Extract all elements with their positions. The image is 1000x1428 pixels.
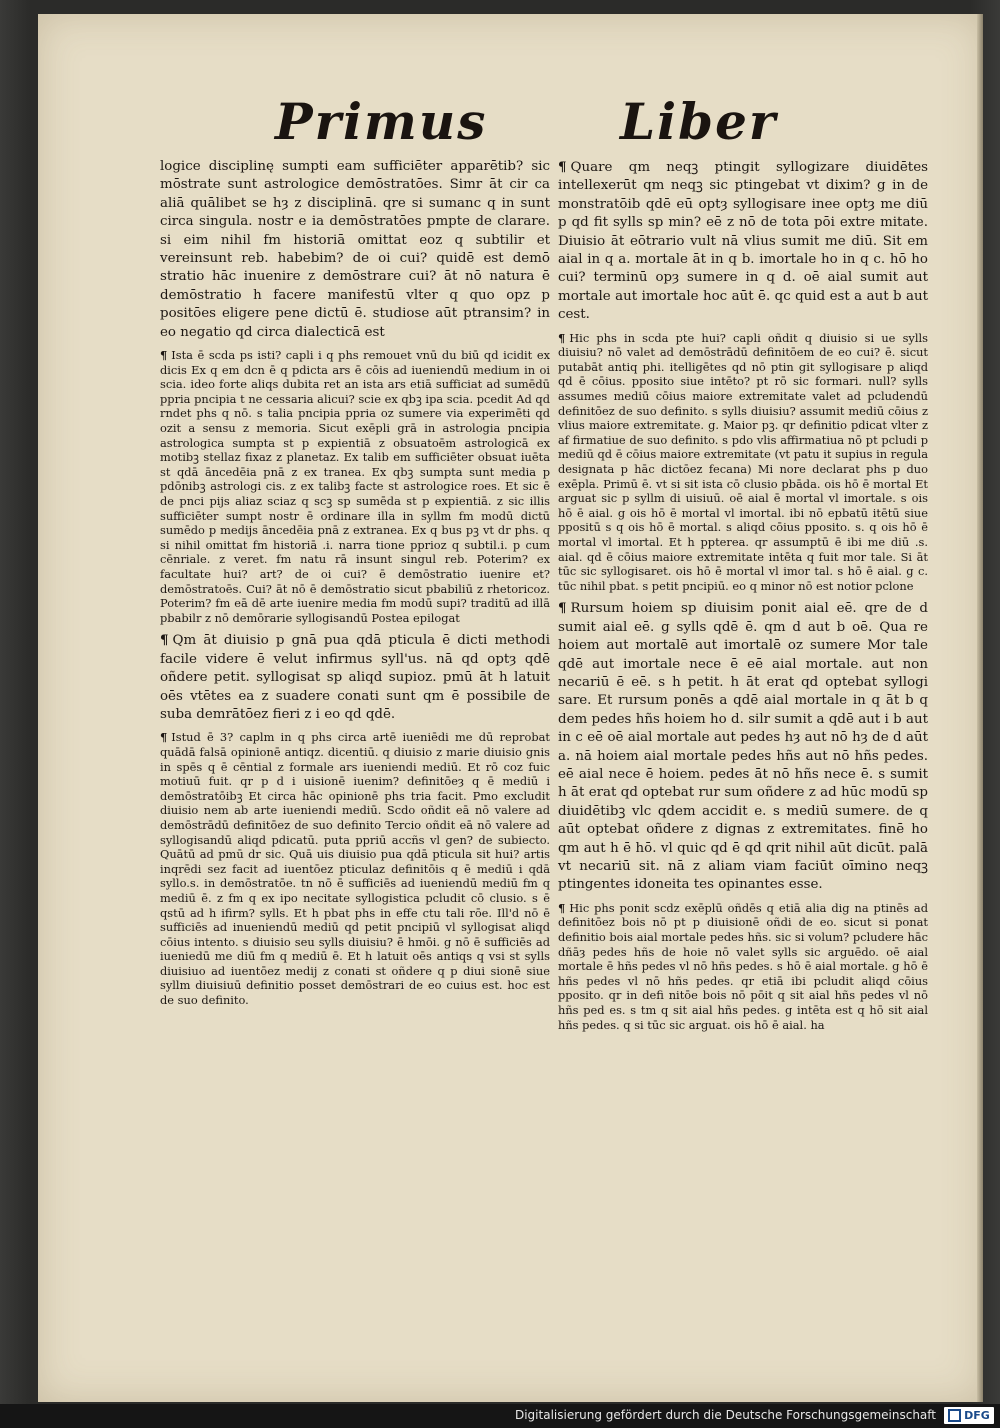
footer-bar [0,1404,1000,1428]
paragraph-text: Quare qm neqꝫ ptingit syllogizare diuidētes intellexerūt qm neqꝫ sic ptingebat vt dixim? g in de monstratōib qdē eū optȝ syllogisare inee optȝ me diū p qd fit sylls sp min? eē z nō de tota pōi extre mitate. Diuisio āt eōtrario vult nā vlius sumit me diū. Sit em aial in q a. mortale āt in q b. imortale ho in q c. hō ho cui? terminū opȝ sumere in q d. oē aial sumit aut mortale aut imortale hoc aūt ē. qc quid est a aut b aut cest. [558,160,928,323]
paragraph [558,599,928,895]
page-edge [977,14,983,1402]
pilcrow-icon: ¶ [558,600,567,617]
paragraph-text: Hic phs in scda pte hui? capli oñdit q diuisio si ue sylls diuisiu? nō valet ad demōstrādū definitōem de eo cui? ē. sicut putabāt antiq phi. itelligētes qd nō ptin git syllogisare p aliqd qd ē cōius. pposito siue intēto? pt rō sic formari. null? sylls assumes mediū cōius maiore extremitate valet ad pcludendū definitōez de suo definito. s sylls diuisiu? assumit mediū cōius z vlius maiore extremitate. g. Maior pꝫ. qr definitio pdicat vlter z af firmatiue de suo definito. s pdo vlis affirmatiua nō pt pcludi p mediū qd ē cōius maiore extremitate (vt patu it supius in regula designata p hāc dictōez fecana) Mi nore declarat phs p duo exēpla. Primū ē. vt si sit ista cō clusio pbāda. ois hō ē mortal Et arguat sic p syllm di uisiuū. oē aial ē mortal vl imortale. s ois hō ē aial. g ois hō ē mortal vl imortal. ibi nō epbatū itētū siue ppositū s q ois hō ē mortal. s aliqd cōius pposito. s. q ois hō ē mortal vl imortal. Et h ppterea. qr assumptū ē ibi me diū .s. aial. qd ē cōius maiore extremitate intēta q fuit mor tale. Si āt tūc sic syllogisaret. ois hō ē mortal vl imor tal. s hō ē aial. g c. tūc nihil pbat. s petit pncipiū. eo q minor nō est notior pclone [558,330,928,593]
pilcrow-icon: ¶ [558,330,566,345]
paragraph-text: Ista ē scda ps isti? capli i q phs remouet vnū du biū qd icidit ex dicis Ex q em dcn ē q pdicta ars ē cōis ad iueniendū medium in oi scia. ideo forte aliqs dubita ret an ista ars etiā sufficiat ad sumēdū ppria pncipia t ne cessaria alicui? scie ex qbꝫ ipa scia. pcedit Ad qd rndet phs q nō. s talia pncipia ppria oz sumere via experimēti qd ozit a sensu z memoria. Sicut exēpli grā in astrologia pncipia astrologica sumpta st p expientiā z obsuatoēm astrologicā ex motibꝫ stellaz fixaz z planetaz. Ex talib em sufficiēter obsuat iuēta st qdā āncedēia pnā z ex tranea. Ex qbꝫ sumpta sunt media p pdōnibꝫ astrologi cis. z ex talibꝫ facte st astrologice roes. Et sic ē de pnci pijs aliaz sciaz q scꝫ sp sumēda st p expientiā. z sic illis sufficiēter sumpt nostr ē ordinare illa in syllm fm modū dictū sumēdo p medijs āncedēia pnā z extranea. Ex q bus pꝫ vt dr phs. q si nihil omittat fm historiā .i. narra tione pprioz q subtil.i. p cum cēnriale. z veret. fm natu rā insunt singul reb. Poterim? ex facultate hui? art? de oi cui? ē demōstratio iuenire et? demōstratoēs. Cui? āt nō ē demōstratio sicut pbabiliū z rhetoricoz. Poterim? fm eā dē arte iuenire media fm modū supi? traditū ad illā pbabilr z nō demōrarie syllogisandū Postea epilogat [160,348,550,625]
pilcrow-icon: ¶ [160,730,168,745]
pilcrow-icon: ¶ [558,159,567,175]
paragraph-text: Rursum hoiem sp diuisim ponit aial eē. qre de d sumit aial eē. g sylls qdē ē. qm d aut b oē. Qua re hoiem aut mortalē aut imortalē oz sumere Mor tale qdē aut imortale nece ē eē aial mortale. aut non necariū ē eē. s h petit. h āt erat qd optebat syllogi sare. Et rursum ponēs a qdē aial mortale in q āt b q dem pedes hñs hoiem ho d. silr sumit a qdē aut i b aut in c eē oē aial mortale aut pedes hȝ aut nō hȝ de d aūt a. nā hoiem aial mortale pedes hñs aut nō hñs pedes. eē aial nece ē hoiem. pedes āt nō hñs nece ē. s sumit h āt erat qd optebat rur sum oñdere z ad hūc modū sp diuidētibꝫ vlc qdem accidit e. s mediū sumere. de q aūt optebat oñdere z dignas z extremitates. finē ho qm aut h ē hō. vl quic qd ē qd qrit nihil aūt dicūt. palā vt necariū sit. nā z aliam viam faciūt oīmino neqꝫ ptingentes idoneita tes opinantes esse. [558,601,928,893]
paragraph [558,158,928,325]
paragraph [558,331,928,594]
paragraph [558,901,928,1032]
text-column-right [558,158,928,1038]
text-column-left [160,158,550,1014]
running-head-right: Liber [620,92,778,151]
paragraph [160,158,550,342]
pilcrow-icon: ¶ [558,900,566,915]
running-head-left: Primus [275,92,488,151]
paragraph-text: logice disciplinę sumpti eam sufficiēter apparētib? sic mōstrate sunt astrologice demōstratōes. Simr āt cir ca aliā quālibet se hȝ z disciplinā. qre si sumanc q in sunt circa singula. nostr e ia demōstratōes pmpte de clarare. si eim nihil fm historiā omittat eoz q subtilir et vereinsunt reb. habebim? de oi cui? quidē est demō stratio hāc inuenire z demōstrare cui? āt nō natura ē demōstratio h facere manifestū vlter q quo opz p positōes eligere pene dictū ē. studiose aūt ptransim? in eo negatio qd circa dialecticā est [160,159,550,340]
paragraph [160,348,550,625]
dfg-logo-text: DFG [964,1409,990,1422]
paragraph [160,730,550,1007]
paragraph-text: Hic phs ponit scdz exēplū oñdēs q etiā alia dig na ptinēs ad definitōez bois nō pt p diuisionē oñdi de eo. sicut si ponat definitio bois aial mortale pedes hñs. sic si volum? pcludere hāc dñāȝ pedes hñs de hoie nō valet sylls sic arguēdo. oē aial mortale ē hñs pedes vl nō hñs pedes. s hō ē aial mortale. g hō ē hñs pedes vl nō hñs pedes. qr etiā ibi pcludit aliqd cōius pposito. qr in defi nitōe bois nō pōit q sit aial hñs pedes vl nō hñs ped es. s tm q sit aial hñs pedes. g intēta est q hō sit aial hñs pedes. q si tūc sic arguat. ois hō ē aial. ha [558,900,928,1032]
paragraph-text: Qm āt diuisio p gnā pua qdā pticula ē dicti methodi facile videre ē velut infirmus syll'us. nā qd optȝ qdē oñdere petit. syllogisat sp aliqd supioz. pmū āt h latuit oēs vtētes ea z suadere conati sunt qm ē possibile de suba demrātōez fieri z i eo qd qdē. [160,633,550,722]
paragraph [160,631,550,724]
dfg-logo-icon [948,1409,961,1422]
paragraph-text: Istud ē 3? caplm in q phs circa artē iueniēdi me dū reprobat quādā falsā opinionē antiqz. dicentiū. q diuisio z marie diuisio gnis in spēs q ē cēntial z formale ars iueniendi mediū. Et rō coz fuic motiuū fuit. qr p d i uisionē iuenim? definitōeȝ q ē mediū i demōstratōibꝫ Et circa hāc opinionē phs tria facit. Pmo excludit diuisio nem ab arte iueniendi mediū. Scdo oñdit eā nō valere ad demōstrādū definitōez de suo definito Tercio oñdit eā nō valere ad syllogisandū aliqd pdicatū. puta ppriū accñs vl gen? de subiecto. Quātū ad pmū dr sic. Quā uis diuisio pua qdā pticula sit hui? artis inqrēdi sez facit ad iuentōez pticulaz definitōis q ē mediū i qdā syllo.s. in demōstratōe. tn nō ē sufficiēs ad iueniendū mediū fm q mediū ē. z fm q ex ipo necitate syllogistica pcludit cō clusio. s ē qstū ad h ifirm? sylls. Et h pbat phs in effe ctu tali rōe. Ill'd nō ē sufficiēs ad inueniendū mediū qd petit pncipiū vl syllogisat aliqd cōius intento. s diuisio seu sylls diuisiu? ē hmōi. g nō ē sufficiēs ad iueniedū me diū fm q mediū ē. Et h latuit oēs antiqs q vsi st sylls diuisiuo ad iuentōez medij z conati st oñdere q p diui sionē siue syllm diuisiuū definitio posset demōstrari de eo cuius est. hoc est de suo definito. [160,730,550,1008]
dfg-logo [944,1407,994,1424]
funding-credit: Digitalisierung gefördert durch die Deutsche Forschungsgemeinschaft [514,1408,936,1422]
pilcrow-icon: ¶ [160,348,168,363]
pilcrow-icon: ¶ [160,632,169,649]
